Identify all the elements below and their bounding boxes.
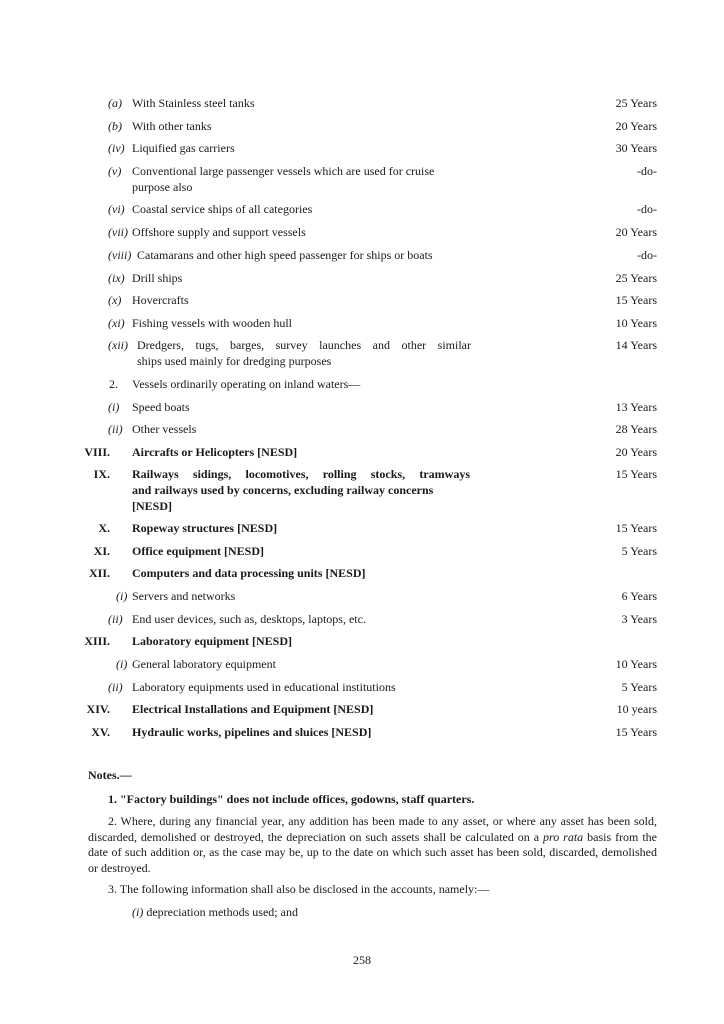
row-description-continued: ships used mainly for dredging purposes	[137, 354, 332, 368]
row-description: Liquified gas carriers	[132, 141, 235, 155]
row-description: Laboratory equipments used in educational institutions	[132, 680, 396, 694]
row-index: (i)	[116, 589, 128, 603]
row-index: (vi)	[108, 202, 125, 216]
row-description: Dredgers, tugs, barges, survey launches and other similar	[137, 338, 471, 352]
row-period: -do-	[637, 248, 657, 262]
row-index: (iv)	[108, 141, 125, 155]
row-period: 15 Years	[615, 293, 657, 307]
row-description-continued: purpose also	[132, 180, 193, 194]
row-period: 15 Years	[615, 725, 657, 739]
note-1: 1. "Factory buildings" does not include offices, godowns, staff quarters.	[108, 792, 475, 806]
row-period: 10 years	[616, 702, 657, 716]
row-index: (xi)	[108, 316, 125, 330]
row-description: Servers and networks	[132, 589, 236, 603]
page-number: 258	[353, 953, 371, 967]
note-2-italic: pro rata	[543, 829, 584, 844]
notes-heading: Notes.—	[88, 768, 132, 782]
row-roman-numeral: XIV.	[86, 702, 110, 716]
row-index: (viii)	[108, 248, 132, 262]
row-roman-numeral: XV.	[91, 725, 110, 739]
row-description: Offshore supply and support vessels	[132, 225, 306, 239]
row-description: Hovercrafts	[132, 293, 189, 307]
row-period: 14 Years	[615, 338, 657, 352]
row-index: (a)	[108, 96, 122, 110]
row-period: 5 Years	[621, 680, 657, 694]
row-period: 13 Years	[615, 400, 657, 414]
row-description-continued: [NESD]	[132, 499, 173, 513]
row-period: -do-	[637, 202, 657, 216]
row-description: Computers and data processing units [NESD]	[132, 566, 366, 580]
row-index: (ix)	[108, 271, 125, 285]
row-period: 15 Years	[615, 521, 657, 535]
row-period: 3 Years	[621, 612, 657, 626]
note-2	[88, 814, 657, 876]
row-description: Coastal service ships of all categories	[132, 202, 313, 216]
row-period: 25 Years	[615, 96, 657, 110]
row-description: Hydraulic works, pipelines and sluices [NESD]	[132, 725, 372, 739]
row-index: (x)	[108, 293, 122, 307]
row-period: 20 Years	[615, 225, 657, 239]
row-period: 28 Years	[615, 422, 657, 436]
row-number: 2.	[109, 377, 118, 391]
row-description: Office equipment [NESD]	[132, 544, 264, 558]
row-period: -do-	[637, 164, 657, 178]
row-description: Laboratory equipment [NESD]	[132, 634, 293, 648]
row-period: 30 Years	[615, 141, 657, 155]
row-description: Electrical Installations and Equipment [NESD]	[132, 702, 374, 716]
note-3-item	[132, 905, 298, 920]
row-description: Drill ships	[132, 271, 183, 285]
row-roman-numeral: X.	[98, 521, 110, 535]
note-3: 3. The following information shall also be disclosed in the accounts, namely:—	[108, 882, 490, 896]
row-period: 15 Years	[615, 467, 657, 481]
row-description: With Stainless steel tanks	[132, 96, 255, 110]
note-3-item-text: depreciation methods used; and	[143, 905, 298, 919]
row-period: 5 Years	[621, 544, 657, 558]
row-roman-numeral: VIII.	[84, 445, 110, 459]
row-description-continued: and railways used by concerns, excluding railway concerns	[132, 483, 434, 497]
row-period: 10 Years	[615, 657, 657, 671]
row-description: General laboratory equipment	[132, 657, 276, 671]
row-description: Catamarans and other high speed passenger for ships or boats	[137, 248, 433, 262]
row-period: 20 Years	[615, 445, 657, 459]
row-roman-numeral: XI.	[93, 544, 110, 558]
row-index: (vii)	[108, 225, 128, 239]
row-description: Railways sidings, locomotives, rolling stocks, tramways	[132, 467, 470, 481]
row-description: Conventional large passenger vessels which are used for cruise	[132, 164, 435, 178]
row-index: (xii)	[108, 338, 128, 352]
row-description: Speed boats	[132, 400, 190, 414]
row-period: 25 Years	[615, 271, 657, 285]
row-roman-numeral: XIII.	[84, 634, 110, 648]
row-description: End user devices, such as, desktops, laptops, etc.	[132, 612, 366, 626]
row-description: Fishing vessels with wooden hull	[132, 316, 293, 330]
row-description: With other tanks	[132, 119, 212, 133]
row-description: Vessels ordinarily operating on inland waters—	[132, 377, 361, 391]
row-roman-numeral: IX.	[93, 467, 110, 481]
row-roman-numeral: XII.	[88, 566, 110, 580]
row-index: (ii)	[108, 612, 123, 626]
row-index: (ii)	[108, 422, 123, 436]
note-2-text-a: 2. Where, during any financial year, any addition has been made to any asset, or where any asset has been sold, discarded, demolished or destroyed, the depreciation on such assets shall be calculated on a	[88, 814, 657, 844]
row-period: 20 Years	[615, 119, 657, 133]
row-index: (i)	[108, 400, 120, 414]
row-index: (b)	[108, 119, 122, 133]
row-index: (i)	[116, 657, 128, 671]
note-2-text-b: basis from the date of such addition or, as the case may be, up to the date on which such asset has been sold, discarded, demolished or destroyed.	[88, 829, 657, 875]
row-period: 6 Years	[621, 589, 657, 603]
row-description: Aircrafts or Helicopters [NESD]	[132, 445, 298, 459]
row-description: Other vessels	[132, 422, 197, 436]
note-3-item-index: (i)	[132, 905, 144, 919]
row-index: (ii)	[108, 680, 123, 694]
row-index: (v)	[108, 164, 122, 178]
row-period: 10 Years	[615, 316, 657, 330]
row-description: Ropeway structures [NESD]	[132, 521, 278, 535]
